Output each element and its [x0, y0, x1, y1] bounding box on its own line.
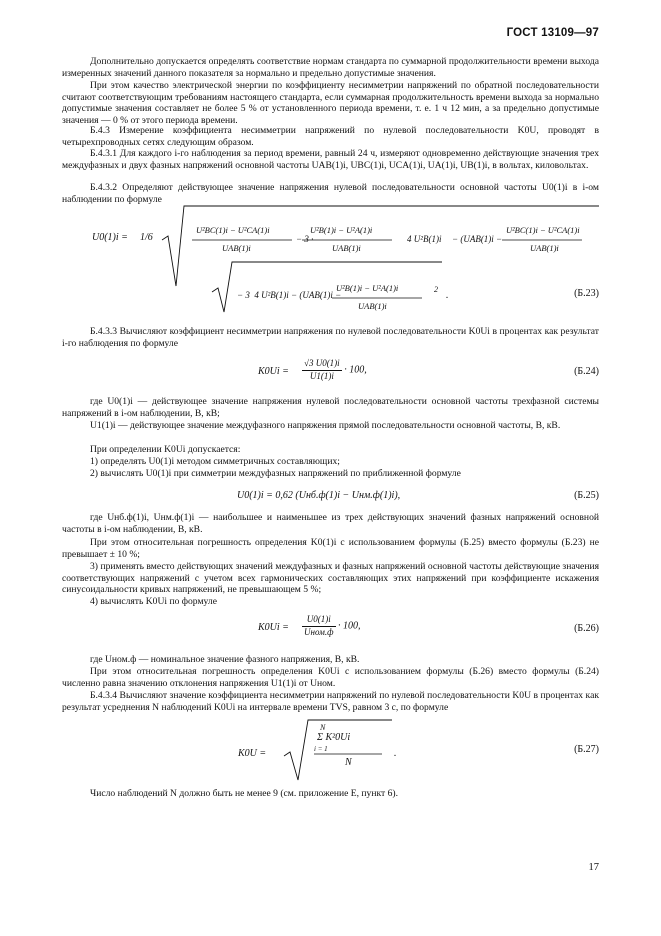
eq-b23-lhs: U0(1)i =	[92, 232, 128, 243]
eq-b23-coef: 1/6	[140, 232, 153, 243]
paragraph-9: При определении K0Ui допускается:	[90, 444, 241, 455]
paragraph-14: 3) применять вместо действующих значений междуфазных и фазных напряжений основной частоты действующие значения соответствующих напряжений с учетом всех гармонических составляющих этих напряжений при коэффициенте искажения синусоидальности кривых напряжений, не превышающем 5 %;	[62, 561, 599, 596]
eq-b26-number: (Б.26)	[574, 623, 599, 635]
paragraph-10: 1) определять U0(1)i методом симметричных составляющих;	[90, 456, 340, 467]
eq-b27-radical	[62, 718, 599, 782]
eq-b24-num: √3 U0(1)i	[302, 358, 342, 371]
eq-b24-number: (Б.24)	[574, 366, 599, 378]
page-number: 17	[588, 862, 599, 873]
eq-b25-number: (Б.25)	[574, 490, 599, 502]
paragraph-2: При этом качество электрической энергии по коэффициенту несимметрии напряжений по обратной последовательности считают соответствующим требованиям настоящего стандарта, если суммарная продолжительность времени выхода за нормально допустимые значения составляет не более 5 % от установленного периода времени, т. е. 1 ч 12 мин, а за предельно допустимые значения — 0 % от этого периода времени.	[62, 80, 599, 126]
paragraph-6: Б.4.3.3 Вычисляют коэффициент несимметрии напряжения по нулевой последовательности K0Ui в процентах как результат i-го наблюдения по формуле	[62, 326, 599, 349]
eq-b27-den: N	[345, 757, 352, 768]
eq-b27-lhs: K0U =	[238, 748, 267, 759]
eq-b25-text: U0(1)i = 0,62 (Uнб.ф(1)i − Uнм.ф(1)i),	[237, 490, 401, 501]
eq-b27-sum-top: N	[320, 723, 326, 732]
equation-b27	[62, 718, 599, 782]
equation-b26	[62, 610, 599, 648]
paragraph-12: где Uнб.ф(1)i, Uнм.ф(1)i — наибольшее и наименьшее из трех действующих значений фазных напряжений основной частоты в i-ом наблюдении, В, кВ.	[62, 512, 599, 535]
paragraph-8: U1(1)i — действующее значение междуфазного напряжения прямой последовательности основной частоты, В, кВ.	[90, 420, 561, 431]
eq-b26-lhs: K0Ui =	[258, 622, 289, 633]
equation-b25	[62, 486, 599, 506]
paragraph-15: 4) вычислять K0Ui по формуле	[90, 596, 217, 607]
eq-b27-sum: Σ K²0Ui	[317, 732, 351, 743]
eq-b24-tail: · 100,	[344, 364, 367, 376]
eq-b23-number: (Б.23)	[574, 288, 599, 300]
eq-b27-tail: .	[394, 748, 397, 759]
paragraph-11: 2) вычислять U0(1)i при симметрии междуфазных напряжений по приближенной формуле	[90, 468, 461, 479]
page-header: ГОСТ 13109—97	[506, 27, 599, 39]
paragraph-19: Число наблюдений N должно быть не менее 9 (см. приложение Е, пункт 6).	[90, 788, 398, 799]
eq-b26-num: U0(1)i	[302, 614, 336, 627]
paragraph-13: При этом относительная погрешность определения K0(1)i с использованием формулы (Б.25) вместо формулы (Б.23) не превышает ± 10 %;	[62, 537, 599, 560]
eq-b23-term3: 4 U²B(1)i	[407, 234, 442, 244]
paragraph-18: Б.4.3.4 Вычисляют значение коэффициента несимметрии напряжений по нулевой последовательности K0U в процентах как результат усреднения N наблюдений K0Ui на интервале времени TVS, равном 3 с, по формуле	[62, 690, 599, 713]
eq-b23-radical	[62, 200, 599, 320]
equation-b24	[62, 354, 599, 390]
paragraph-16: где Uном.ф — номинальное значение фазного напряжения, В, кВ.	[90, 654, 360, 665]
equation-b23: U0(1)i = 1/6 U²BC(1)i − U²CA(1)i UAB(1)i − 3 · U²B(1)i − U²A(1)i UAB(1)i 4 U²B(1)i − (UAB(1)i − U²BC(1)i − U²CA(1)i UAB(1)i − 3 4 U²B(1)i − (UAB(1)i − U²B(1)i − U²A(1)i UAB(1)i 2 . (Б.23)	[62, 200, 599, 320]
paragraph-4: Б.4.3.1 Для каждого i-го наблюдения за период времени, равный 24 ч, измеряют одновременно действующие значения трех междуфазных и двух фазных напряжений основной частоты UAB(1)i, UBC(1)i, UCA(1)i, UA(1)i, UB(1)i, в вольтах, киловольтах.	[62, 148, 599, 171]
paragraph-1: Дополнительно допускается определять соответствие нормам стандарта по суммарной продолжительности времени выхода измеренных значений данного показателя за нормально и предельно допустимые значения.	[62, 56, 599, 79]
paragraph-5: Б.4.3.2 Определяют действующее значение напряжения нулевой последовательности основной частоты U0(1)i в i-ом наблюдении по формуле	[62, 182, 599, 205]
eq-b24-den: U1(1)i	[309, 370, 334, 381]
paragraph-3: Б.4.3 Измерение коэффициента несимметрии напряжений по нулевой последовательности K0U, проводят в четырехпроводных сетях следующим образом.	[62, 125, 599, 148]
eq-b27-number: (Б.27)	[574, 744, 599, 756]
eq-b27-sum-bottom: i = 1	[314, 745, 328, 753]
eq-b24-lhs: K0Ui =	[258, 366, 289, 377]
paragraph-17: При этом относительная погрешность определения K0Ui с использованием формулы (Б.26) вместо формулы (Б.24) численно равна значению отклонения напряжения U1(1)i от Uном.	[62, 666, 599, 689]
paragraph-7: где U0(1)i — действующее значение напряжения нулевой последовательности основной частоты трехфазной системы напряжений в i-ом наблюдении, В, кВ;	[62, 396, 599, 419]
eq-b26-tail: · 100,	[338, 620, 361, 632]
eq-b26-den: Uном.ф	[304, 626, 334, 637]
